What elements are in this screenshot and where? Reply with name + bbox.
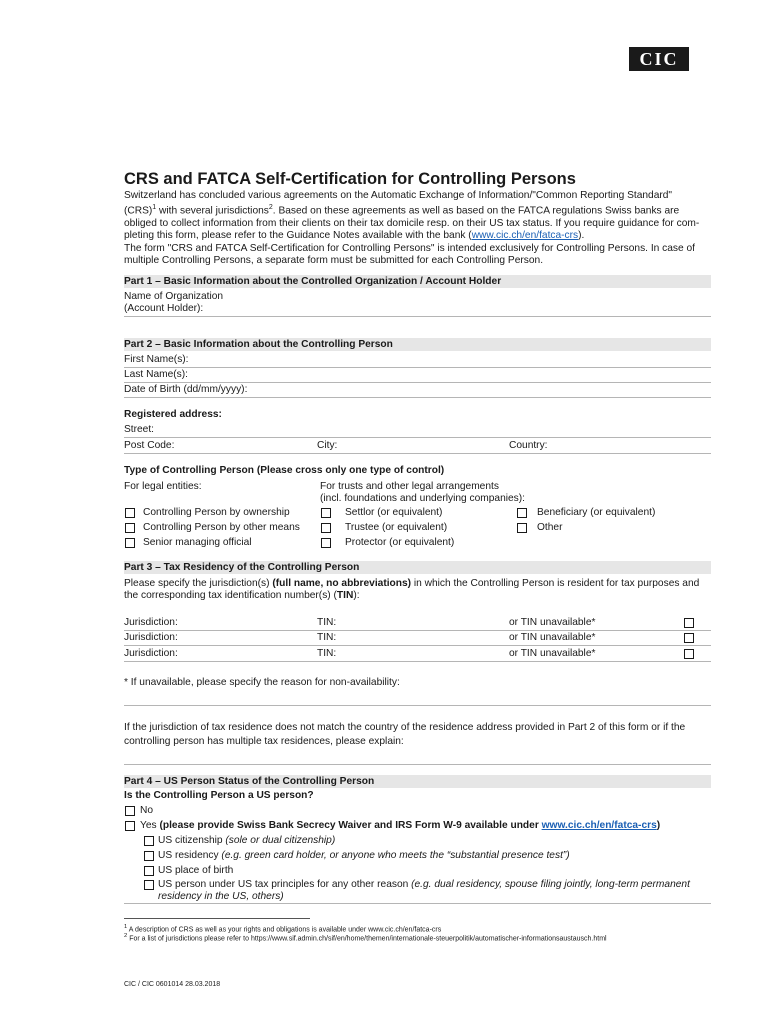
intro-line-6: multiple Controlling Persons, a separate form must be submitted for each Controlling Person. (124, 254, 544, 266)
dob-field[interactable] (124, 397, 711, 398)
tax-residency-row-3[interactable] (124, 661, 711, 662)
us-other-note: (e.g. dual residency, spouse filing jointly, long-term permanent (411, 879, 690, 890)
street-field[interactable] (124, 437, 711, 438)
us-no-label: No (140, 805, 154, 816)
checkbox-tin-unavailable-2[interactable] (684, 633, 694, 643)
intro-line-3: obliged to collect information from their clients on their tax domicile resp. on their US tax status. If you require guidance for com- (124, 217, 700, 229)
street-label: Street: (124, 424, 155, 435)
legal-entities-label: For legal entities: (124, 481, 202, 492)
jurisdiction-label-1: Jurisdiction: (124, 617, 178, 628)
footnote-2-text: For a list of jurisdictions please refer to https://www.sif.admin.ch/sif/en/home/themen/internationale-steuerpolitik/automatischer-informationsaustausch.html (127, 935, 607, 943)
checkbox-other[interactable] (517, 523, 527, 533)
checkbox-beneficiary[interactable] (517, 508, 527, 518)
part3-desc-line-2 (124, 590, 360, 601)
us-yes-label (140, 820, 660, 831)
us-other-text: US person under US tax principles for any other reason (158, 879, 412, 890)
part3-desc-b: (full name, no abbreviations) (272, 578, 412, 589)
tin-unavailable-label-3: or TIN unavailable* (509, 648, 596, 659)
intro-guidance: pleting this form, please refer to the Guidance Notes available with the bank ( (124, 230, 472, 242)
intro-line-2 (124, 202, 711, 218)
footnote-2-num: 2 (124, 933, 128, 939)
last-name-field[interactable] (124, 382, 711, 383)
part3-desc-e: ): (353, 590, 360, 601)
checkbox-senior[interactable] (125, 538, 135, 548)
tin-unavailable-label-2: or TIN unavailable* (509, 632, 596, 643)
footnote-rule (124, 918, 310, 919)
intro-agreements: . Based on these agreements as well as based on the FATCA regulations Swiss banks are (272, 205, 680, 217)
org-account-holder-label: (Account Holder): (124, 303, 204, 314)
checkbox-tin-unavailable-3[interactable] (684, 649, 694, 659)
trusts-label: For trusts and other legal arrangements (320, 481, 499, 492)
country-label: Country: (509, 440, 548, 451)
checkbox-ownership[interactable] (125, 508, 135, 518)
unavailable-reason-label: * If unavailable, please specify the reason for non-availability: (124, 677, 400, 688)
part3-heading: Part 3 – Tax Residency of the Controlling Person (124, 561, 711, 574)
part2-heading: Part 2 – Basic Information about the Controlling Person (124, 338, 711, 351)
beneficiary-label: Beneficiary (or equivalent) (537, 507, 656, 518)
ownership-label: Controlling Person by ownership (143, 507, 290, 518)
checkbox-us-residency[interactable] (144, 851, 154, 861)
checkbox-us-birth[interactable] (144, 866, 154, 876)
address-line-field[interactable] (124, 453, 711, 454)
trusts-sublabel: (incl. foundations and underlying companies): (320, 493, 526, 504)
org-name-field[interactable] (124, 316, 711, 317)
us-residency-text: US residency (158, 850, 222, 861)
intro-text (124, 190, 711, 267)
intro-line-1: Switzerland has concluded various agreements on the Automatic Exchange of Information/"Common Reporting Standard" (124, 190, 673, 201)
tax-residency-row-1[interactable] (124, 630, 711, 631)
trustee-label: Trustee (or equivalent) (345, 522, 448, 533)
us-yes-close: ) (656, 820, 661, 831)
first-name-field[interactable] (124, 367, 711, 368)
us-residency-note: (e.g. green card holder, or anyone who meets the “substantial presence test”) (221, 850, 570, 861)
us-residency-label (158, 850, 570, 861)
footnote-1 (124, 924, 441, 933)
form-identifier: CIC / CIC 0601014 28.03.2018 (124, 981, 221, 988)
checkbox-trustee[interactable] (321, 523, 331, 533)
us-other-note-2: residency in the US, others) (158, 891, 284, 902)
protector-label: Protector (or equivalent) (345, 537, 455, 548)
first-name-label: First Name(s): (124, 354, 189, 365)
last-name-label: Last Name(s): (124, 369, 188, 380)
mismatch-line-1: If the jurisdiction of tax residence does not match the country of the residence address provided in Part 2 of this form or if the (124, 722, 686, 733)
jurisdiction-label-2: Jurisdiction: (124, 632, 178, 643)
footnote-ref-1: 1 (152, 204, 157, 212)
us-citizenship-note: (sole or dual citizenship) (225, 835, 336, 846)
checkbox-us-other[interactable] (144, 880, 154, 890)
part4-bottom-rule (124, 903, 711, 904)
post-code-label: Post Code: (124, 440, 175, 451)
checkbox-us-no[interactable] (125, 806, 135, 816)
org-name-label: Name of Organization (124, 291, 224, 302)
part3-desc-d: the corresponding tax identification number(s) ( (124, 590, 337, 601)
senior-label: Senior managing official (143, 537, 252, 548)
registered-address-label: Registered address: (124, 409, 222, 420)
controlling-type-heading: Type of Controlling Person (Please cross only one type of control) (124, 465, 445, 476)
part3-desc-a: Please specify the jurisdiction(s) (124, 578, 273, 589)
tin-label-3: TIN: (317, 648, 337, 659)
us-citizenship-label (158, 835, 335, 846)
us-yes-text: Yes (140, 820, 160, 831)
checkbox-us-citizenship[interactable] (144, 836, 154, 846)
city-label: City: (317, 440, 338, 451)
other-label: Other (537, 522, 563, 533)
intro-crs: (CRS) (124, 205, 153, 217)
part3-desc-tin: TIN (336, 590, 354, 601)
fatca-crs-link[interactable]: www.cic.ch/en/fatca-crs (541, 820, 657, 831)
us-other-label (158, 879, 690, 890)
intro-jurisdictions: with several jurisdictions (156, 205, 269, 217)
checkbox-other-means[interactable] (125, 523, 135, 533)
intro-line-5: The form "CRS and FATCA Self-Certification for Controlling Persons" is intended exclusively for Controlling Persons. In case of (124, 242, 695, 254)
settlor-label: Settlor (or equivalent) (345, 507, 443, 518)
checkbox-settlor[interactable] (321, 508, 331, 518)
tin-label-2: TIN: (317, 632, 337, 643)
tin-label-1: TIN: (317, 617, 337, 628)
us-citizenship-text: US citizenship (158, 835, 226, 846)
part3-desc-line-1 (124, 578, 699, 589)
part4-heading: Part 4 – US Person Status of the Controlling Person (124, 775, 711, 788)
us-birth-label: US place of birth (158, 865, 234, 876)
checkbox-us-yes[interactable] (125, 821, 135, 831)
part1-heading: Part 1 – Basic Information about the Controlled Organization / Account Holder (124, 275, 711, 288)
footnote-1-text: A description of CRS as well as your rights and obligations is available under www.cic.ch/en/fatca-crs (127, 926, 442, 934)
intro-guidance-end: ). (578, 230, 585, 242)
cic-logo: CIC (629, 47, 689, 71)
footnote-ref-2: 2 (268, 204, 273, 212)
guidance-link[interactable]: www.cic.ch/en/fatca-crs (471, 230, 579, 242)
dob-label: Date of Birth (dd/mm/yyyy): (124, 384, 248, 395)
checkbox-protector[interactable] (321, 538, 331, 548)
us-yes-instruction: (please provide Swiss Bank Secrecy Waiver and IRS Form W-9 available under (159, 820, 542, 831)
intro-line-4 (124, 230, 711, 242)
page-title: CRS and FATCA Self-Certification for Controlling Persons (124, 170, 576, 188)
jurisdiction-label-3: Jurisdiction: (124, 648, 178, 659)
checkbox-tin-unavailable-1[interactable] (684, 618, 694, 628)
tax-residency-row-2[interactable] (124, 645, 711, 646)
footnote-1-num: 1 (124, 924, 128, 930)
unavailable-reason-field[interactable] (124, 705, 711, 706)
other-means-label: Controlling Person by other means (143, 522, 300, 533)
tin-unavailable-label-1: or TIN unavailable* (509, 617, 596, 628)
footnote-2 (124, 933, 607, 942)
us-person-question: Is the Controlling Person a US person? (124, 790, 314, 801)
mismatch-line-2: controlling person has multiple tax residences, please explain: (124, 736, 404, 747)
us-other-note-cont (158, 891, 284, 902)
part3-desc-c: in which the Controlling Person is resident for tax purposes and (411, 578, 700, 589)
mismatch-explanation-field[interactable] (124, 764, 711, 765)
